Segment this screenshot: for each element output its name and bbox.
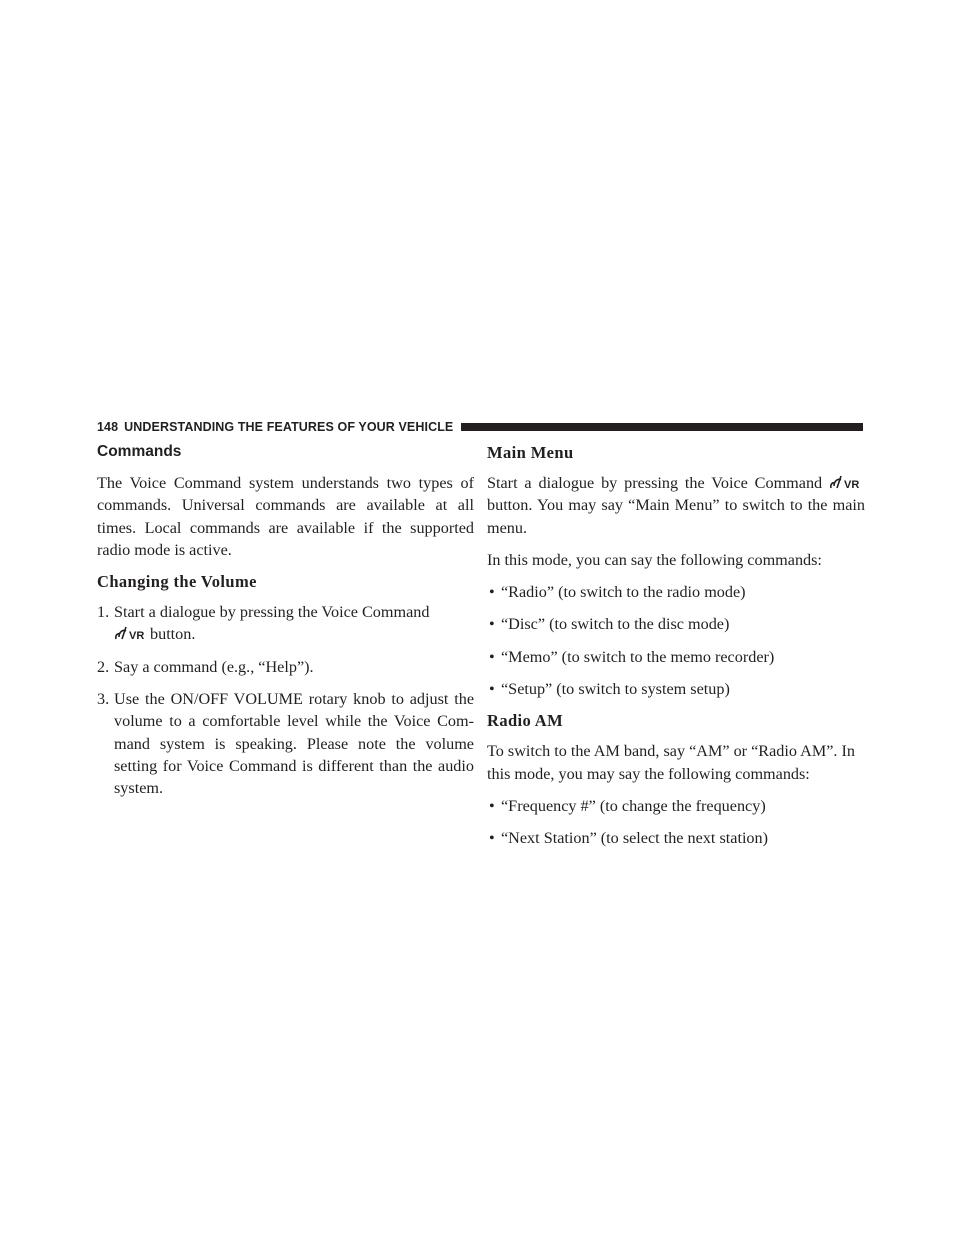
voice-command-icon [829, 474, 865, 490]
bullet-text: “Radio” (to switch to the radio mode) [501, 583, 746, 602]
main-menu-text-after: button. You may say “Main Menu” to switch to the main menu. [487, 496, 865, 537]
main-menu-heading: Main Menu [487, 443, 574, 462]
bullet-item [487, 646, 865, 668]
header-rule [461, 423, 863, 431]
step-number: 3. [97, 690, 110, 709]
bullet-dot: • [489, 583, 495, 602]
page-header [97, 418, 863, 436]
bullet-item [487, 581, 865, 603]
bullet-text: “Setup” (to switch to system setup) [501, 680, 730, 699]
page-number: 148 [97, 420, 119, 434]
bullet-dot: • [489, 615, 495, 634]
left-column [97, 440, 474, 810]
step-text-after: button. [150, 625, 196, 644]
bullet-item [487, 827, 865, 849]
section-title: UNDERSTANDING THE FEATURES OF YOUR VEHICLE [124, 420, 454, 434]
changing-volume-heading: Changing the Volume [97, 572, 257, 592]
step-text: Use the ON/OFF VOLUME rotary knob to adjust the volume to a comfortable level while the Voice Command system is speaking. Please note the volume setting for Voice Command is different than the audio system. [114, 690, 474, 798]
step-1 [97, 601, 474, 646]
header-text [97, 420, 453, 434]
radio-am-heading: Radio AM [487, 711, 564, 731]
bullet-text: “Frequency #” (to change the frequency) [501, 796, 766, 815]
right-column [487, 440, 865, 860]
voice-command-icon [114, 625, 150, 641]
svg-text:VR: VR [129, 630, 145, 642]
step-text: Start a dialogue by pressing the Voice Command [114, 603, 430, 622]
bullet-dot: • [489, 829, 495, 848]
bullet-text: “Next Station” (to select the next station) [501, 829, 769, 848]
commands-paragraph: The Voice Command system understands two types of commands. Universal commands are available at all times. Local commands are available if the supported radio mode is active. [97, 474, 474, 559]
commands-heading: Commands [97, 443, 182, 460]
bullet-dot: • [489, 796, 495, 815]
step-text: Say a command (e.g., “Help”). [114, 657, 314, 676]
svg-text:VR: VR [844, 479, 860, 490]
step-number: 2. [97, 657, 110, 676]
bullet-dot: • [489, 647, 495, 666]
bullet-item [487, 613, 865, 635]
bullet-text: “Disc” (to switch to the disc mode) [501, 615, 730, 634]
step-3 [97, 688, 474, 799]
bullet-item [487, 795, 865, 817]
main-menu-paragraph [487, 472, 865, 539]
step-2 [97, 656, 474, 678]
step-number: 1. [97, 603, 110, 622]
bullet-text: “Memo” (to switch to the memo recorder) [501, 647, 775, 666]
main-menu-text: Start a dialogue by pressing the Voice Command [487, 474, 823, 492]
main-menu-intro: In this mode, you can say the following commands: [487, 550, 822, 569]
radio-am-paragraph: To switch to the AM band, say “AM” or “Radio AM”. In this mode, you may say the following commands: [487, 742, 855, 783]
bullet-dot: • [489, 680, 495, 699]
bullet-item [487, 678, 865, 700]
